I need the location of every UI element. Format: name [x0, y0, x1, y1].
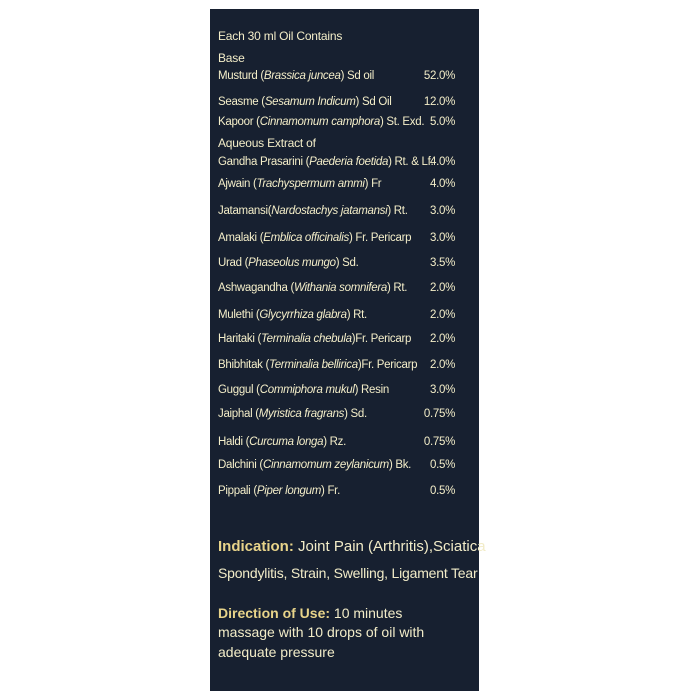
ingredient-name: Kapoor (Cinnamomum camphora) St. Exd.: [218, 116, 425, 128]
ingredient-row: [218, 204, 455, 219]
ingredient-row: [218, 458, 455, 473]
ingredient-row: [218, 115, 455, 130]
ingredient-row: [218, 308, 455, 323]
ingredient-percent: 0.5%: [429, 459, 455, 471]
ingredient-name: Dalchini (Cinnamomum zeylanicum) Bk.: [218, 459, 412, 471]
ingredient-name: Guggul (Commiphora mukul) Resin: [218, 384, 389, 396]
ingredient-name: Seasme (Sesamum Indicum) Sd Oil: [218, 96, 392, 108]
indication-text: Joint Pain (Arthritis),Sciatica: [293, 538, 486, 555]
ingredient-name: Bhibhitak (Terminalia bellirica)Fr. Pericarp: [218, 359, 418, 371]
ingredient-name: Ashwagandha (Withania somnifera) Rt.: [218, 282, 408, 294]
ingredient-row: [218, 69, 455, 84]
ingredient-row: [218, 256, 455, 271]
ingredient-percent: 2.0%: [429, 359, 455, 371]
direction-line: [218, 605, 471, 622]
ingredient-percent: 3.0%: [429, 384, 455, 396]
ingredient-percent: 3.0%: [429, 205, 455, 217]
ingredient-row: [218, 358, 455, 373]
ingredient-name: Haldi (Curcuma longa) Rz.: [218, 436, 347, 448]
ingredient-percent: 2.0%: [429, 282, 455, 294]
direction-text-end: adequate pressure: [218, 644, 335, 660]
contents-title: Each 30 ml Oil Contains: [218, 29, 343, 43]
ingredient-row: [218, 177, 455, 192]
ingredient-row: [218, 383, 455, 398]
ingredient-row: [218, 435, 455, 450]
base-label: Base: [218, 51, 245, 65]
ingredient-percent: 2.0%: [429, 333, 455, 345]
ingredient-percent: 0.5%: [429, 485, 455, 497]
ingredient-name: Pippali (Piper longum) Fr.: [218, 485, 340, 497]
ingredient-row: [218, 484, 455, 499]
indication-label: Indication:: [218, 538, 294, 555]
ingredient-percent: 3.5%: [429, 257, 455, 269]
ingredient-name: Gandha Prasarini (Paederia foetida) Rt. & Lf.: [218, 156, 434, 168]
ingredient-name: Haritaki (Terminalia chebula)Fr. Pericarp: [218, 333, 412, 345]
ingredient-row: [218, 332, 455, 347]
ingredient-name: Jaiphal (Myristica fragrans) Sd.: [218, 408, 367, 420]
ingredient-name: Ajwain (Trachyspermum ammi) Fr: [218, 178, 382, 190]
ingredient-row: [218, 95, 455, 110]
ingredient-percent: 3.0%: [429, 232, 455, 244]
product-label-panel: [210, 9, 486, 691]
ingredient-name: Urad (Phaseolus mungo) Sd.: [218, 257, 359, 269]
ingredient-row: [218, 155, 455, 170]
ingredient-name: Amalaki (Emblica officinalis) Fr. Pericarp: [218, 232, 412, 244]
aqueous-extract-label: Aqueous Extract of: [218, 136, 316, 150]
ingredient-percent: 2.0%: [429, 309, 455, 321]
ingredient-name: Jatamansi(Nardostachys jatamansi) Rt.: [218, 205, 408, 217]
direction-text: 10 minutes: [330, 605, 403, 621]
indication-line: [218, 537, 486, 556]
ingredient-row: [218, 231, 455, 246]
ingredient-percent: 52.0%: [423, 70, 455, 82]
ingredient-percent: 12.0%: [423, 96, 455, 108]
ingredient-percent: 4.0%: [429, 156, 455, 168]
ingredient-percent: 5.0%: [429, 116, 455, 128]
ingredient-name: Musturd (Brassica juncea) Sd oil: [218, 70, 374, 82]
indication-text-continued: Spondylitis, Strain, Swelling, Ligament Tear: [218, 565, 478, 581]
direction-label: Direction of Use:: [218, 605, 331, 621]
ingredient-percent: 4.0%: [429, 178, 455, 190]
ingredient-row: [218, 407, 455, 422]
ingredient-percent: 0.75%: [423, 408, 455, 420]
ingredient-percent: 0.75%: [423, 436, 455, 448]
direction-text-continued: massage with 10 drops of oil with: [218, 624, 425, 640]
ingredient-name: Mulethi (Glycyrrhiza glabra) Rt.: [218, 309, 367, 321]
ingredient-row: [218, 281, 455, 296]
